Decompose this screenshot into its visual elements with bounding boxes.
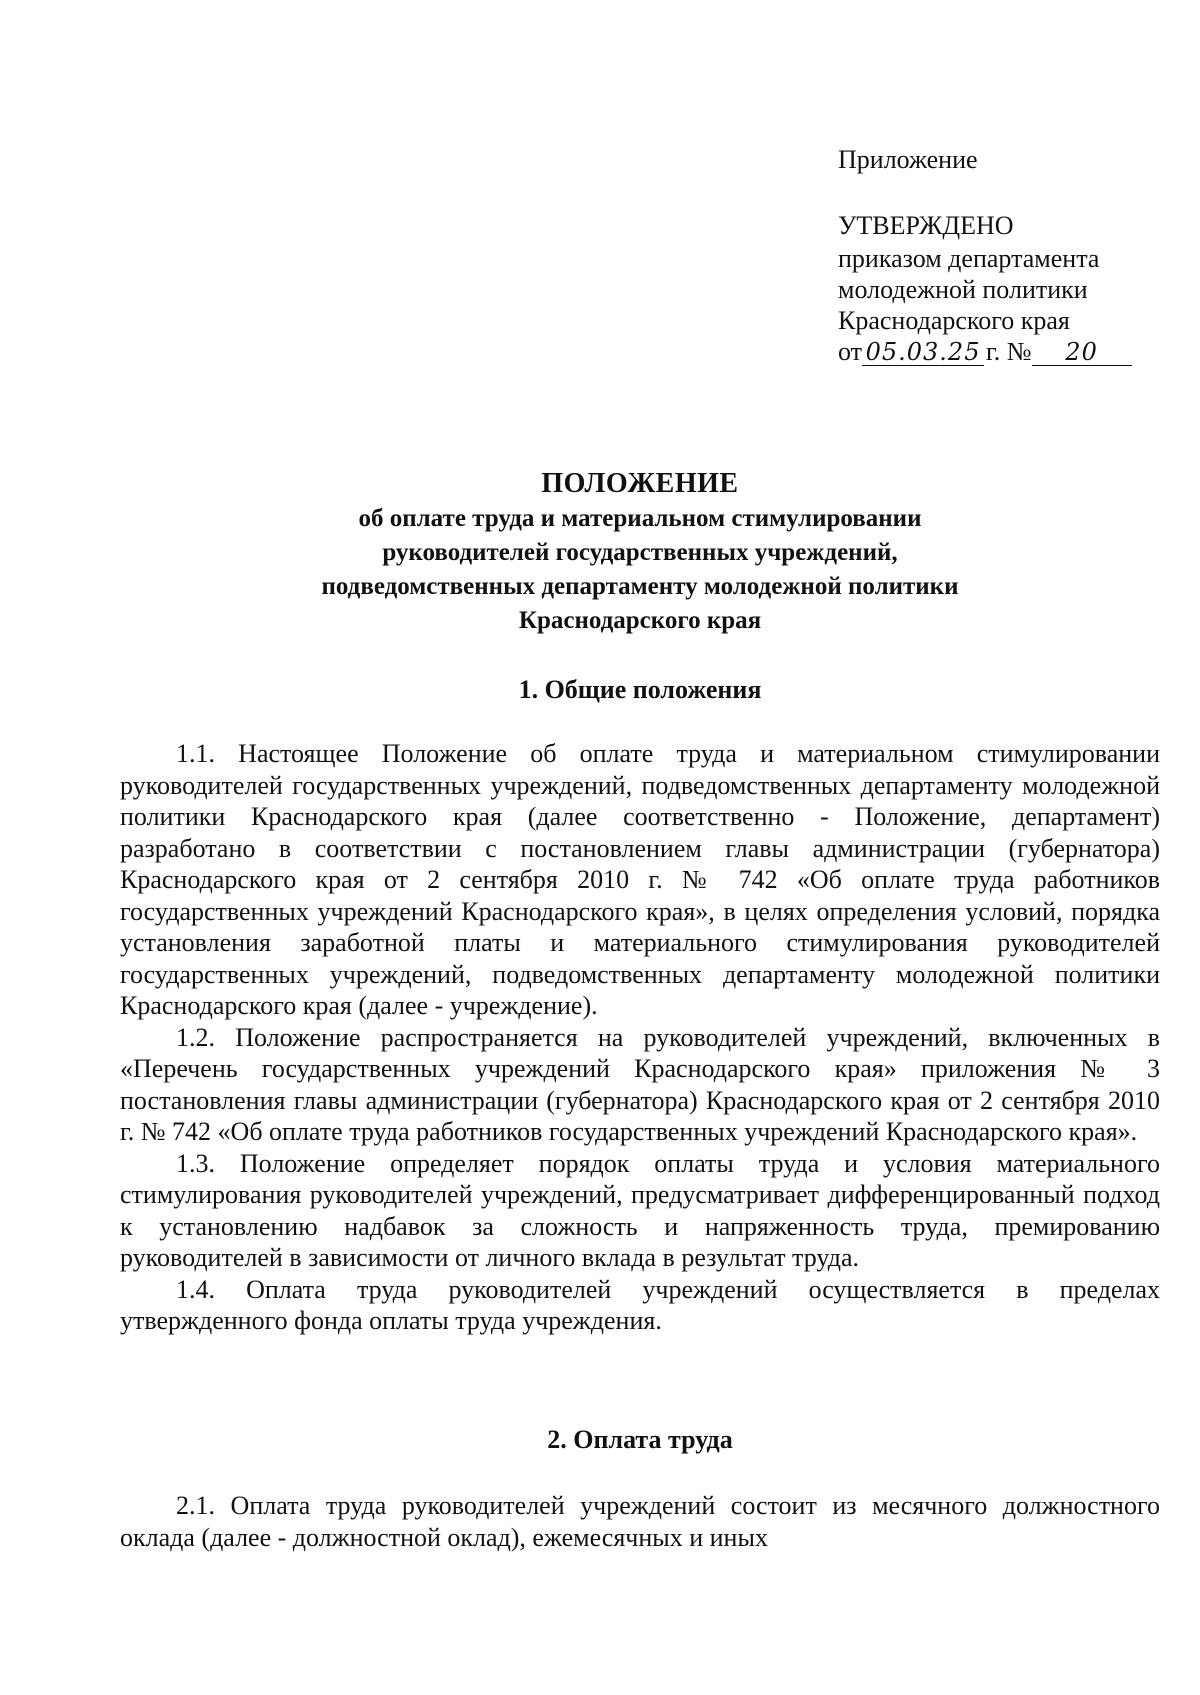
appendix-label: Приложение bbox=[838, 145, 978, 174]
paragraph: 1.1. Настоящее Положение об оплате труда и материальном стимулировании руководителей государственных учреждений, подведомственных департаменту молодежной политики Краснодарского края (далее соответственно - Положение, департамент) разработано в соответствии с постановлением главы администрации (губернатора) Краснодарского края от 2 сентября 2010 г. № 742 «Об оплате труда работников государственных учреждений Краснодарского края», в целях определения условий, порядка установления заработной платы и материального стимулирования руководителей государственных учреждений, подведомственных департаменту молодежной политики Краснодарского края (далее - учреждение). bbox=[120, 739, 1160, 1020]
year-suffix: г. № bbox=[986, 337, 1032, 366]
section-heading-payment: 2. Оплата труда bbox=[547, 1425, 733, 1454]
approval-stamp-block bbox=[838, 210, 1132, 367]
document-title bbox=[120, 466, 1160, 638]
paragraph: 1.4. Оплата труда руководителей учреждений осуществляется в пределах утвержденного фонда оплаты труда учреждения. bbox=[120, 1274, 1160, 1335]
paragraph: 1.2. Положение распространяется на руководителей учреждений, включенных в «Перечень государственных учреждений Краснодарского края» приложения № 3 постановления главы администрации (губернатора) Краснодарского края от 2 сентября 2010 г. № 742 «Об оплате труда работников государственных учреждений Краснодарского края». bbox=[120, 1022, 1160, 1146]
handwritten-date: 05.03.25 bbox=[862, 339, 984, 366]
from-prefix: от bbox=[838, 337, 863, 366]
title-line: Краснодарского края bbox=[518, 607, 762, 634]
section-body-payment bbox=[120, 1490, 1160, 1553]
order-date-number-line bbox=[838, 336, 1132, 367]
handwritten-number: 20 bbox=[1032, 339, 1132, 366]
title-line: подведомственных департаменту молодежной политики bbox=[321, 573, 959, 600]
approved-line: Краснодарского края bbox=[838, 306, 1070, 335]
title-line: руководителей государственных учреждений, bbox=[382, 539, 898, 566]
paragraph: 1.3. Положение определяет порядок оплаты труда и условия материального стимулирования руководителей учреждений, предусматривает дифференцированный подход к установлению надбавок за сложность и напряженность труда, премированию руководителей в зависимости от личного вклада в результат труда. bbox=[120, 1148, 1160, 1272]
paragraph: 2.1. Оплата труда руководителей учреждений состоит из месячного должностного оклада (далее - должностной оклад), ежемесячных и иных bbox=[120, 1491, 1160, 1552]
section-body-general bbox=[120, 738, 1160, 1337]
section-heading-general: 1. Общие положения bbox=[518, 675, 762, 704]
approved-title: УТВЕРЖДЕНО bbox=[838, 211, 1014, 240]
title-main: ПОЛОЖЕНИЕ bbox=[541, 468, 739, 499]
title-line: об оплате труда и материальном стимулировании bbox=[358, 505, 922, 532]
approved-line: приказом департамента bbox=[838, 244, 1100, 273]
approved-line: молодежной политики bbox=[838, 275, 1088, 304]
